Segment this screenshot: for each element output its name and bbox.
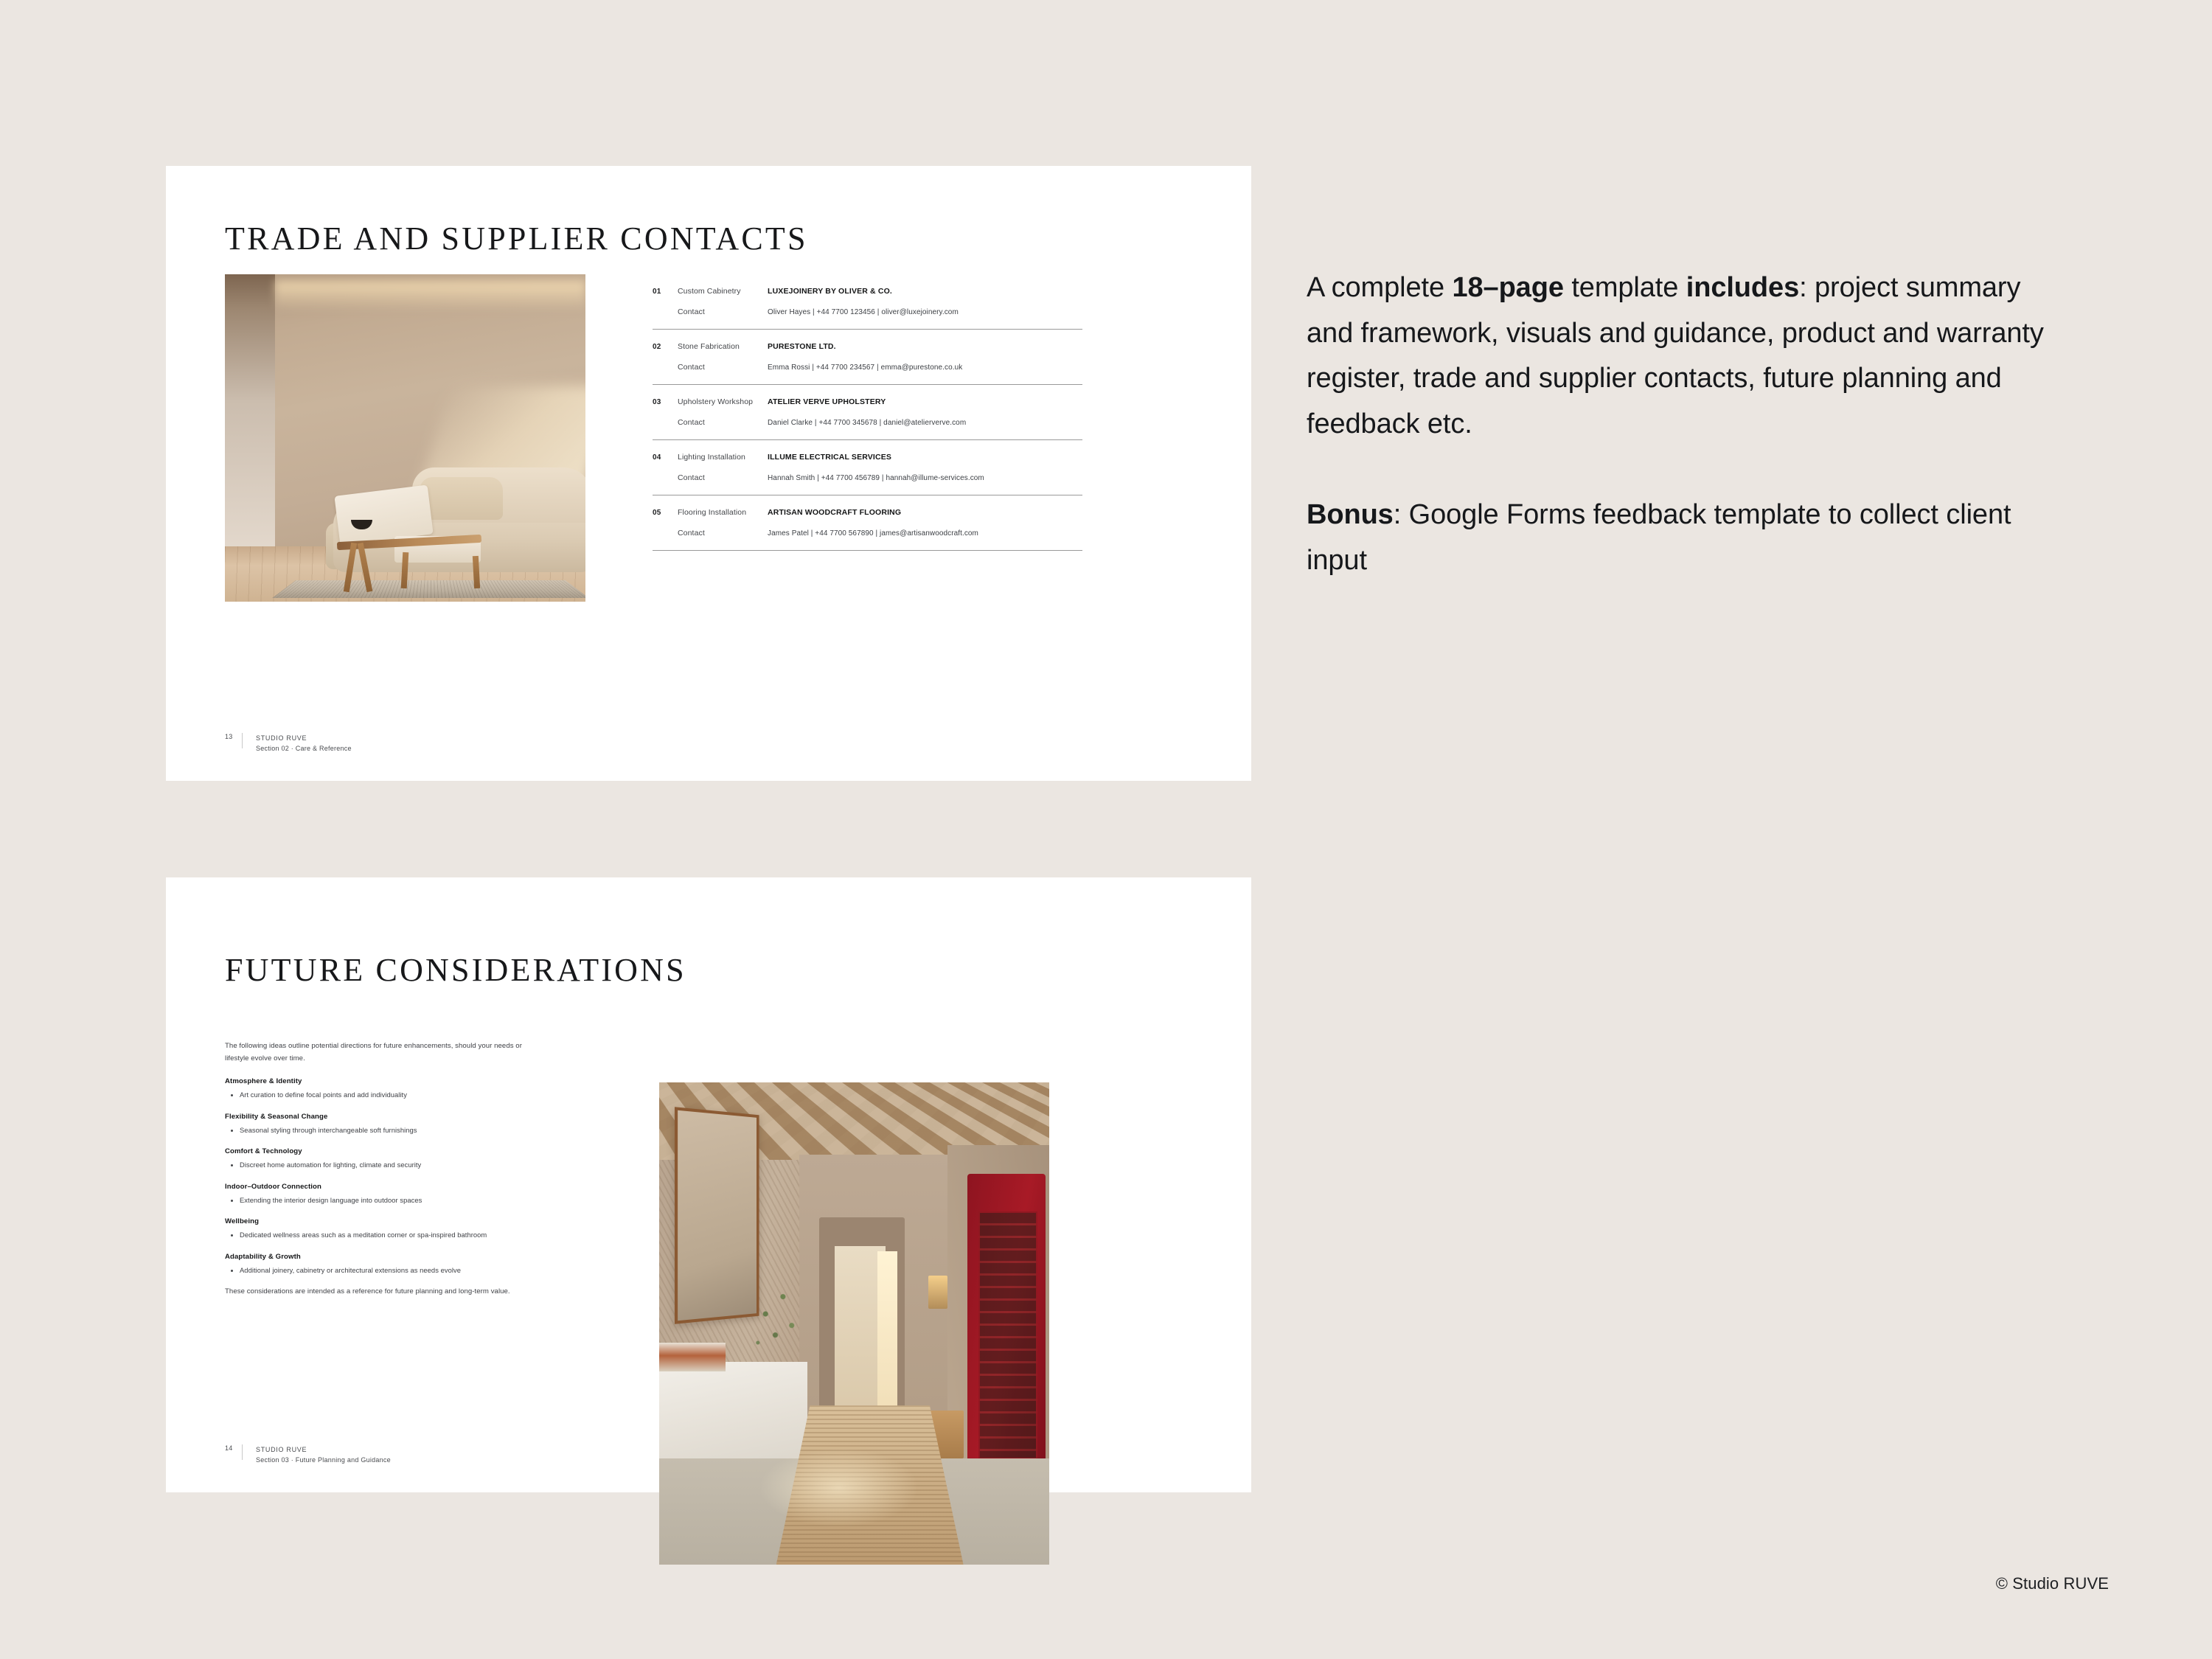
row-company: PURESTONE LTD. (768, 342, 836, 351)
group-heading: Atmosphere & Identity (225, 1077, 302, 1085)
mk1-part2: template (1563, 272, 1686, 303)
row-number: 04 (653, 453, 661, 462)
group-heading: Comfort & Technology (225, 1147, 302, 1156)
table-row (653, 287, 1082, 330)
footer-divider (242, 733, 243, 748)
row-number: 02 (653, 343, 661, 351)
consideration-group (225, 1253, 531, 1276)
contact-label: Contact (678, 307, 705, 316)
red-display-cabinet (967, 1174, 1046, 1487)
group-heading: Flexibility & Seasonal Change (225, 1112, 328, 1121)
contact-detail: Daniel Clarke | +44 7700 345678 | daniel@atelierverve.com (768, 419, 967, 427)
mk1-part3: : project summary and framework, visuals and guidance, product and warranty register, trade and supplier contacts, future planning and feedback etc. (1307, 272, 2044, 439)
contact-detail: Hannah Smith | +44 7700 456789 | hannah@illume-services.com (768, 474, 984, 482)
page-trade-and-supplier-contacts (166, 166, 1251, 781)
row-category: Flooring Installation (678, 508, 747, 517)
group-heading: Wellbeing (225, 1217, 260, 1226)
list-item: Discreet home automation for lighting, climate and security (225, 1160, 531, 1171)
section-label: Section 02 · Care & Reference (256, 745, 352, 753)
marketing-paragraph-1 (1307, 265, 2051, 447)
section-label: Section 03 · Future Planning and Guidance (256, 1456, 391, 1464)
contact-label: Contact (678, 529, 705, 538)
row-category: Custom Cabinetry (678, 287, 741, 296)
mk2-bold1: Bonus (1307, 499, 1394, 531)
page-number: 14 (225, 1444, 233, 1452)
page-footer (225, 733, 352, 754)
list-item: Dedicated wellness areas such as a meditation corner or spa-inspired bathroom (225, 1230, 531, 1241)
list-item: Additional joinery, cabinetry or architectural extensions as needs evolve (225, 1265, 531, 1276)
consideration-group (225, 1113, 531, 1136)
list-item: Extending the interior design language into outdoor spaces (225, 1195, 531, 1206)
table-row (653, 397, 1082, 440)
footer-divider (242, 1444, 243, 1460)
intro-paragraph: The following ideas outline potential directions for future enhancements, should your needs or lifestyle evolve over time. (225, 1042, 522, 1062)
copyright-notice: © Studio RUVE (1995, 1574, 2109, 1593)
wall-left (225, 274, 275, 549)
doorway-daylight (877, 1251, 897, 1425)
hallway-photo (659, 1082, 1049, 1565)
consideration-group (225, 1183, 531, 1206)
supplier-contact-list (653, 287, 1082, 551)
page-footer (225, 1444, 391, 1466)
row-company: ILLUME ELECTRICAL SERVICES (768, 453, 892, 462)
stacked-books (659, 1343, 726, 1371)
page-title: TRADE AND SUPPLIER CONTACTS (225, 220, 808, 257)
page-number: 13 (225, 732, 233, 740)
consideration-group (225, 1147, 531, 1171)
row-number: 01 (653, 288, 661, 296)
contact-detail: James Patel | +44 7700 567890 | james@artisanwoodcraft.com (768, 529, 978, 538)
contact-detail: Oliver Hayes | +44 7700 123456 | oliver@luxejoinery.com (768, 308, 959, 316)
consideration-group (225, 1077, 531, 1101)
mk1-bold2: includes (1686, 272, 1800, 303)
outro-paragraph: These considerations are intended as a reference for future planning and long-term value. (225, 1287, 510, 1296)
row-number: 03 (653, 398, 661, 406)
area-rug (272, 581, 585, 599)
table-row (653, 508, 1082, 551)
page-future-considerations (166, 877, 1251, 1492)
row-company: ATELIER VERVE UPHOLSTERY (768, 397, 886, 406)
sofa-cushion (420, 477, 502, 520)
row-category: Lighting Installation (678, 453, 745, 462)
contact-label: Contact (678, 363, 705, 372)
sunlight-on-floor (761, 1449, 917, 1526)
row-category: Upholstery Workshop (678, 397, 754, 406)
studio-name: STUDIO RUVE (256, 734, 307, 742)
potted-branches (749, 1276, 804, 1372)
mk1-part1: A complete (1307, 272, 1453, 303)
contact-label: Contact (678, 473, 705, 482)
contact-label: Contact (678, 418, 705, 427)
wall-mirror (675, 1107, 759, 1324)
row-number: 05 (653, 509, 661, 517)
list-item: Art curation to define focal points and add individuality (225, 1090, 531, 1101)
cove-light-glow (275, 281, 585, 310)
paragraph-gap (1307, 447, 2051, 493)
consideration-group (225, 1217, 531, 1241)
marketing-paragraph-2 (1307, 493, 2051, 583)
mk1-bold1: 18–page (1452, 272, 1564, 303)
table-row (653, 453, 1082, 495)
row-category: Stone Fabrication (678, 342, 740, 351)
row-company: LUXEJOINERY BY OLIVER & CO. (768, 287, 892, 296)
table-row (653, 342, 1082, 385)
living-room-photo (225, 274, 585, 602)
list-item: Seasonal styling through interchangeable soft furnishings (225, 1125, 531, 1136)
mk2-part1: : Google Forms feedback template to collect client input (1307, 499, 2011, 576)
studio-name: STUDIO RUVE (256, 1445, 307, 1453)
group-heading: Indoor–Outdoor Connection (225, 1182, 321, 1191)
marketing-copy (1307, 265, 2051, 583)
wall-sconce (928, 1276, 947, 1310)
future-considerations-body (225, 1040, 531, 1295)
row-company: ARTISAN WOODCRAFT FLOORING (768, 508, 902, 517)
group-heading: Adaptability & Growth (225, 1252, 301, 1261)
contact-detail: Emma Rossi | +44 7700 234567 | emma@purestone.co.uk (768, 364, 963, 372)
page-title: FUTURE CONSIDERATIONS (225, 952, 686, 988)
